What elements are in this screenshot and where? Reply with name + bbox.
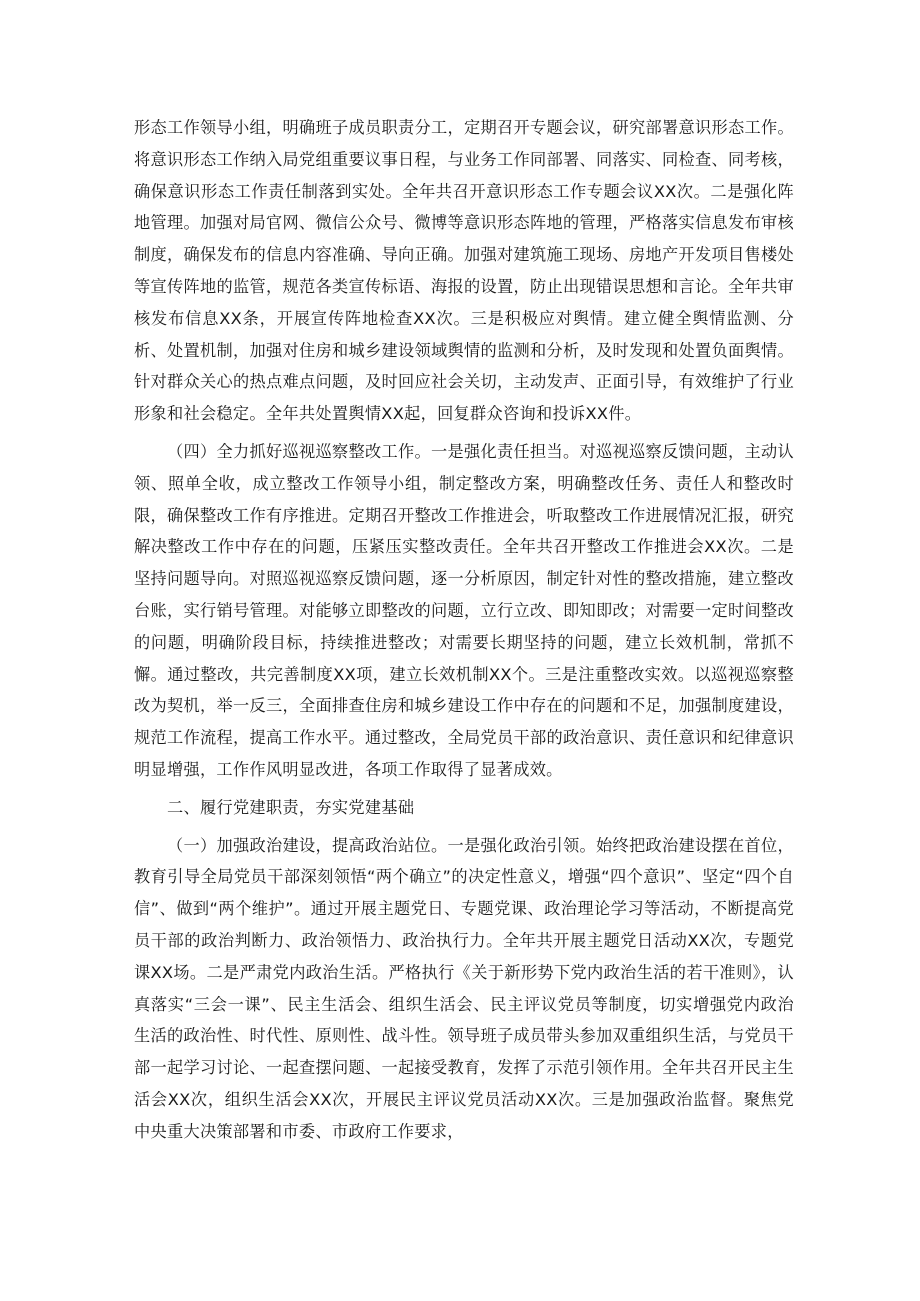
paragraph-inspection-rectification: （四）全力抓好巡视巡察整改工作。一是强化责任担当。对巡视巡察反馈问题，主动认领、照单全收，成立整改工作领导小组，制定整改方案，明确整改任务、责任人和整改时限，确保整改工作有序推进。定期召开整改工作推进会，听取整改工作进展情况汇报，研究解决整改工作中存在的问题，压紧压实整改责任。全年共召开整改工作推进会XX次。二是坚持问题导向。对照巡视巡察反馈问题，逐一分析原因，制定针对性的整改措施，建立整改台账，实行销号管理。对能够立即整改的问题，立行立改、即知即改；对需要一定时间整改的问题，明确阶段目标，持续推进整改；对需要长期坚持的问题，建立长效机制，常抓不懈。通过整改，共完善制度XX项，建立长效机制XX个。三是注重整改实效。以巡视巡察整改为契机，举一反三，全面排查住房和城乡建设工作中存在的问题和不足，加强制度建设，规范工作流程，提高工作水平。通过整改，全局党员干部的政治意识、责任意识和纪律意识明显增强，工作作风明显改进，各项工作取得了显著成效。: [134, 441, 794, 779]
document-page: [134, 112, 794, 1148]
paragraph-ideology-work: 形态工作领导小组，明确班子成员职责分工，定期召开专题会议，研究部署意识形态工作。将意识形态工作纳入局党组重要议事日程，与业务工作同部署、同落实、同检查、同考核，确保意识形态工作责任制落到实处。全年共召开意识形态工作专题会议XX次。二是强化阵地管理。加强对局官网、微信公众号、微博等意识形态阵地的管理，严格落实信息发布审核制度，确保发布的信息内容准确、导向正确。加强对建筑施工现场、房地产开发项目售楼处等宣传阵地的监管，规范各类宣传标语、海报的设置，防止出现错误思想和言论。全年共审核发布信息XX条，开展宣传阵地检查XX次。三是积极应对舆情。建立健全舆情监测、分析、处置机制，加强对住房和城乡建设领域舆情的监测和分析，及时发现和处置负面舆情。针对群众关心的热点难点问题，及时回应社会关切，主动发声、正面引导，有效维护了行业形象和社会稳定。全年共处置舆情XX起，回复群众咨询和投诉XX件。: [134, 118, 794, 424]
section-heading-party-building: 二、履行党建职责，夯实党建基础: [167, 797, 415, 817]
paragraph-political-construction: （一）加强政治建设，提高政治站位。一是强化政治引领。始终把政治建设摆在首位，教育引导全局党员干部深刻领悟“两个确立”的决定性意义，增强“四个意识”、坚定“四个自信”、做到“两个维护”。通过开展主题党日、专题党课、政治理论学习等活动，不断提高党员干部的政治判断力、政治领悟力、政治执行力。全年共开展主题党日活动XX次，专题党课XX场。二是严肃党内政治生活。严格执行《关于新形势下党内政治生活的若干准则》，认真落实“三会一课”、民主生活会、组织生活会、民主评议党员等制度，切实增强党内政治生活的政治性、时代性、原则性、战斗性。领导班子成员带头参加双重组织生活，与党员干部一起学习讨论、一起查摆问题、一起接受教育，发挥了示范引领作用。全年共召开民主生活会XX次，组织生活会XX次，开展民主评议党员活动XX次。三是加强政治监督。聚焦党中央重大决策部署和市委、市政府工作要求，: [134, 835, 794, 1141]
